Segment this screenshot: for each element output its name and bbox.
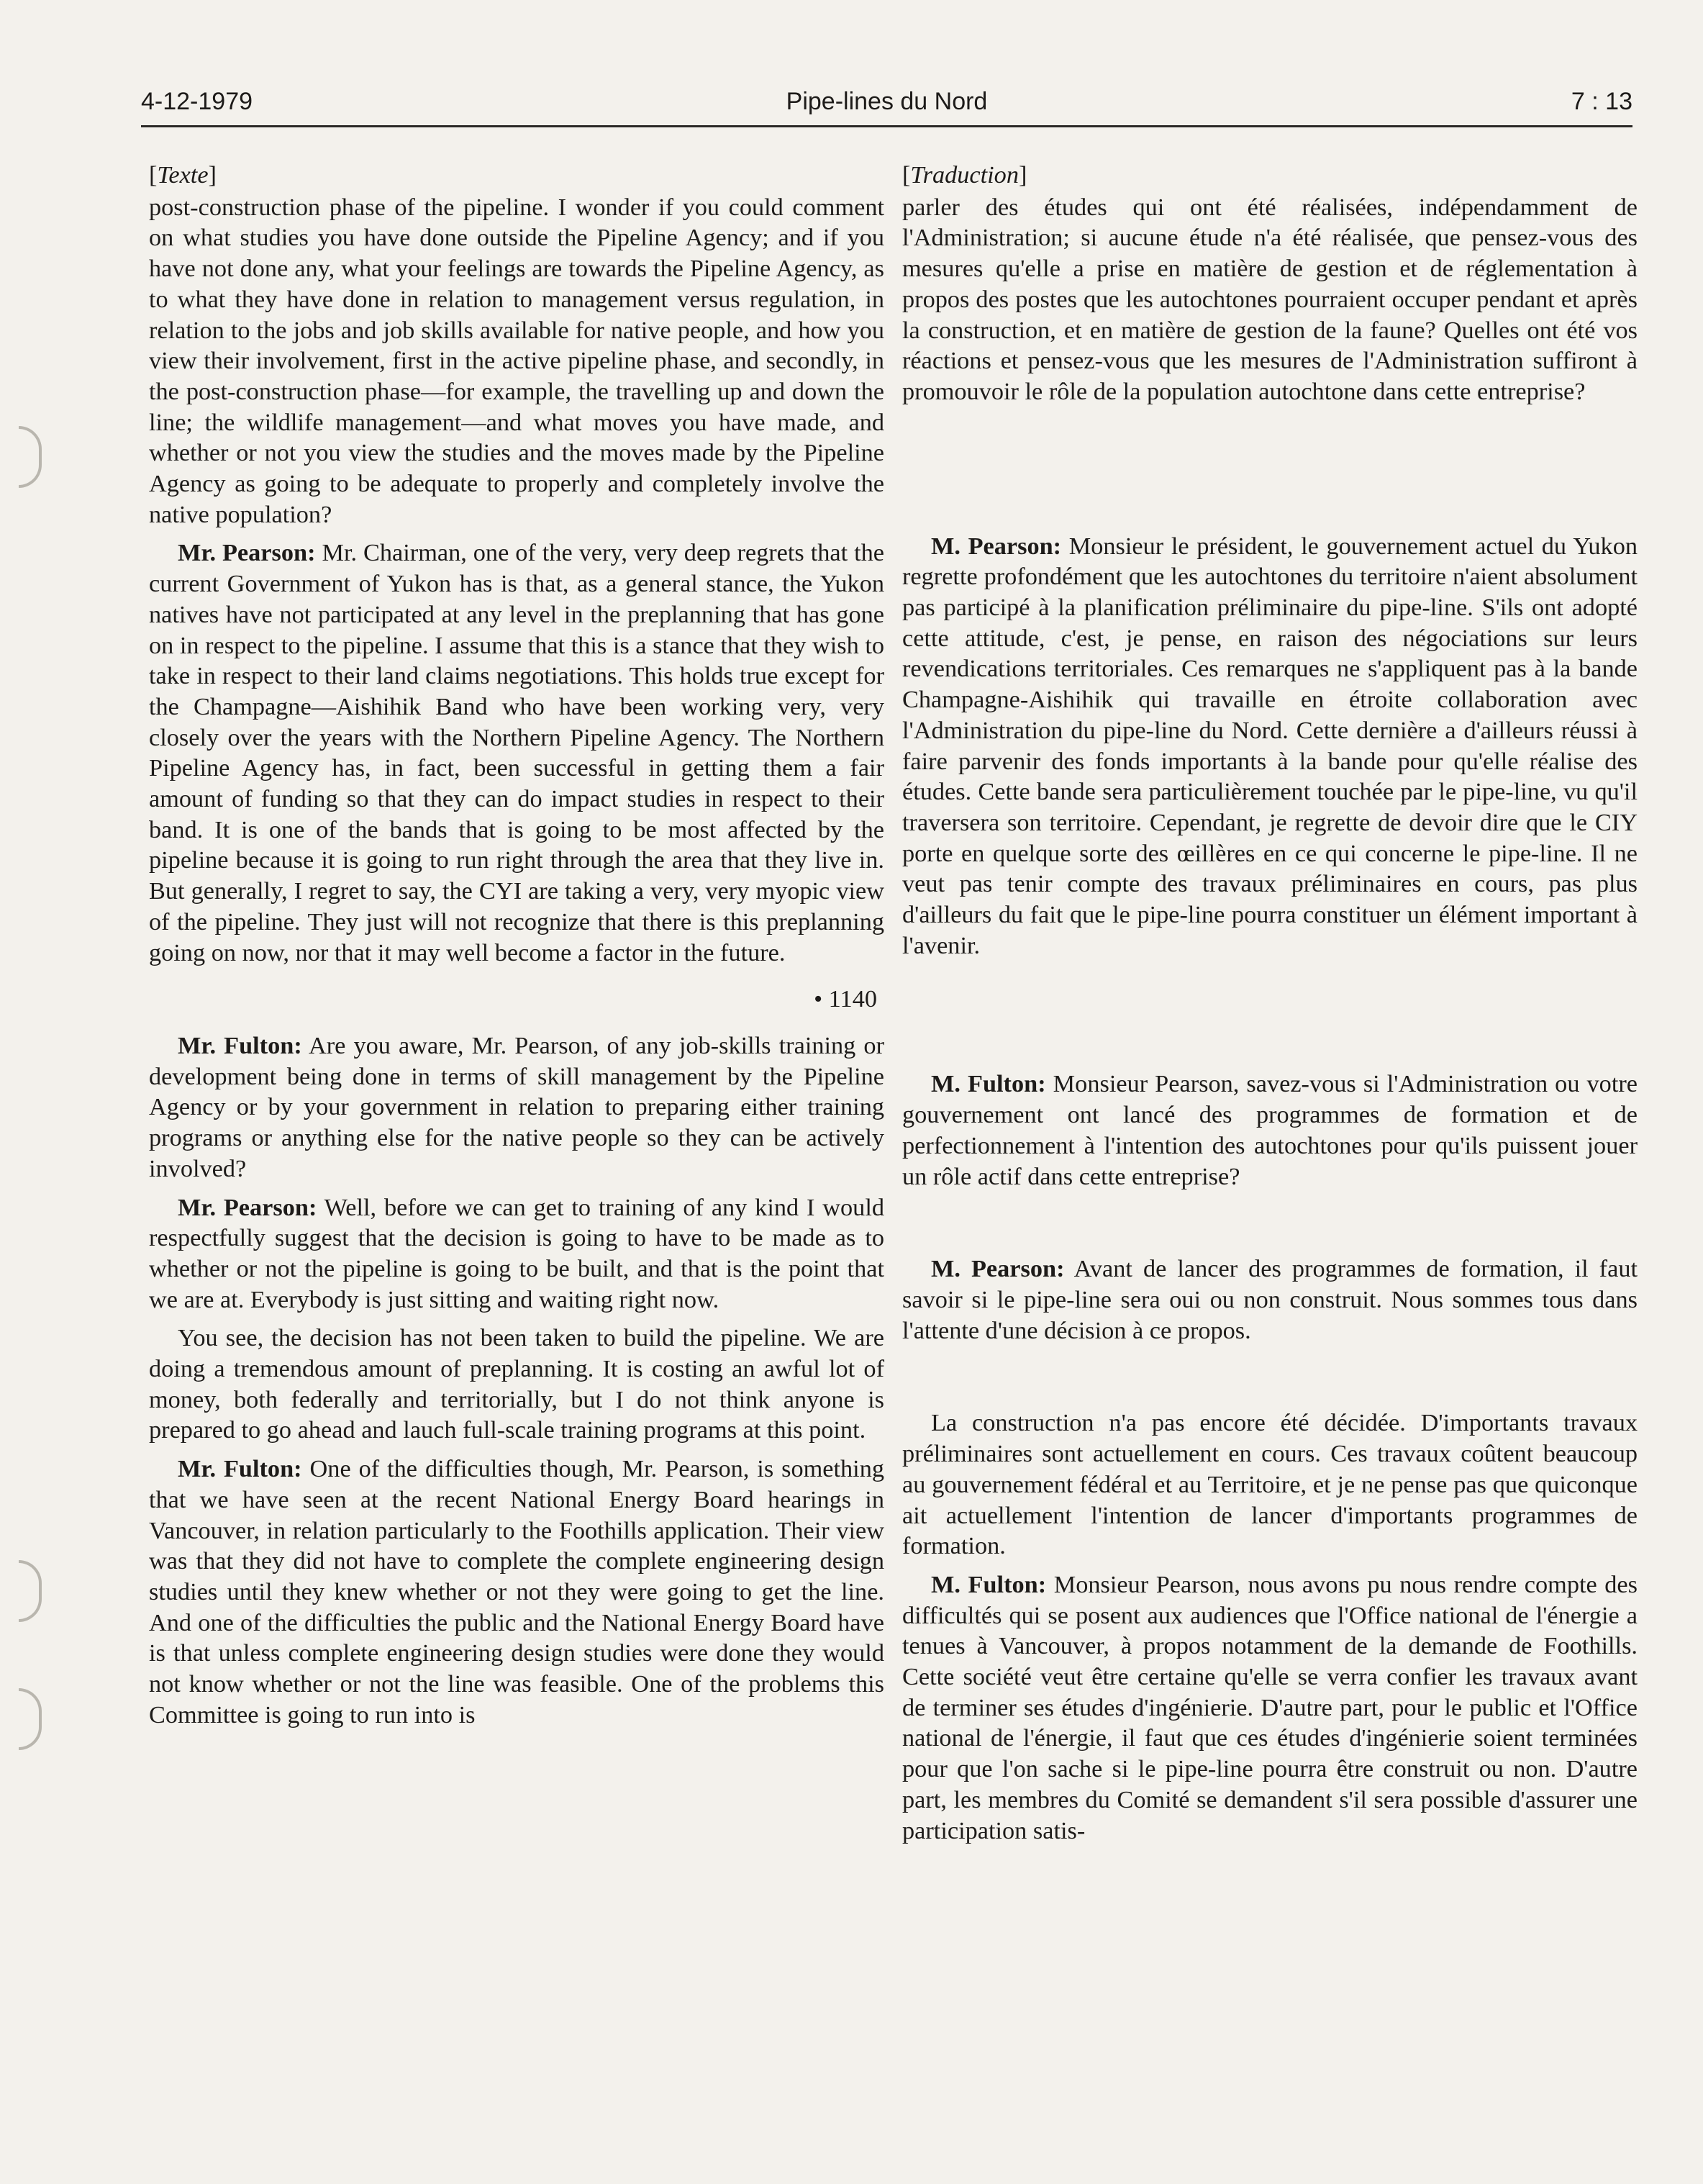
paragraph-fulton-question-2-fr: M. Fulton: Monsieur Pearson, nous avons pu nous rendre compte des difficultés qui se posent aux audiences que l'Office national de l'énergie a tenues à Vancouver, à propos notamment de la demande de Foothills. Cette société veut être certaine qu'elle se verra confier les travaux avant de terminer ses études d'ingénierie. D'autre part, pour le public et l'Office national de l'énergie, il faut que ces études d'ingénierie soient terminées pour que l'on sache si le pipe-line pourra être construit ou non. D'autre part, les membres du Comité se demandent s'il sera possible d'assurer une participation satis- — [902, 1570, 1638, 1844]
paragraph-question-continued-fr: parler des études qui ont été réalisées, indépendamment de l'Administration; si aucune étude n'a été réalisée, que pensez-vous des mesures qu'elle a prise en matière de gestion et de réglementation à propos des postes que les autochtones pourraient occuper pendant et après la construction, et en matière de gestion de la faune? Quelles ont été vos réactions et pensez-vous que les mesures de l'Administration suffiront à promouvoir le rôle de la population autochtone dans cette entreprise? — [902, 193, 1638, 405]
binding-ring-decoration — [19, 1560, 42, 1622]
speaker-label: Mr. Pearson: — [178, 1193, 317, 1221]
header-date: 4-12-1979 — [141, 88, 253, 115]
paragraph-fulton-question-1: Mr. Fulton: Are you aware, Mr. Pearson, of any job-skills training or development being done in terms of skill management by the Pipeline Agency or by your government in relation to preparing either training programs or anything else for the native people so they can be actively involved? — [149, 1031, 884, 1182]
speaker-label: M. Pearson: — [931, 532, 1062, 560]
binding-ring-decoration — [19, 1688, 42, 1750]
paragraph-pearson-reply-2-cont-fr: La construction n'a pas encore été décidée. D'importants travaux préliminaires sont actuellement en cours. Ces travaux coûtent beaucoup au gouvernement fédéral et au Territoire, et je ne pense pas que quiconque ait actuellement l'intention de lancer d'importants programmes de formation. — [902, 1409, 1638, 1560]
speaker-label: M. Fulton: — [931, 1070, 1046, 1098]
text-marker: [Texte] — [149, 161, 217, 189]
header-title: Pipe-lines du Nord — [786, 88, 988, 115]
translation-marker: [Traduction] — [902, 161, 1027, 189]
french-column — [902, 160, 1638, 1846]
paragraph-pearson-reply-1-fr: M. Pearson: Monsieur le président, le gouvernement actuel du Yukon regrette profondément que les autochtones du territoire n'aient absolument pas participé à la planification préliminaire du pipe-line. S'ils ont adopté cette attitude, c'est, je pense, en raison des négociations sur leurs revendications territoriales. Ces remarques ne s'appliquent pas à la bande Champagne-Aishihik qui travaille en étroite collaboration avec l'Administration du pipe-line du Nord. Cette dernière a d'ailleurs réussi à faire parvenir des fonds importants à la bande pour qu'elle réalise des études. Cette bande sera particulièrement touchée par le pipe-line, vu qu'il traversera son territoire. Cependant, je regrette de devoir dire que le CIY porte en quelque sorte des œillères en ce qui concerne le pipe-line. Il ne veut pas tenir compte des travaux préliminaires en cours, pas plus d'ailleurs du fait que le pipe-line pourra constituer un élément important à l'avenir. — [902, 532, 1638, 959]
paragraph-pearson-reply-2-fr: M. Pearson: Avant de lancer des programmes de formation, il faut savoir si le pipe-line sera oui ou non construit. Nous sommes tous dans l'attente d'une décision à ce propos. — [902, 1255, 1638, 1344]
paragraph-pearson-reply-2: Mr. Pearson: Well, before we can get to training of any kind I would respectfully suggest that the decision is going to have to be made as to whether or not the pipeline is going to be built, and that is the point that we are at. Everybody is just sitting and waiting right now. — [149, 1193, 884, 1313]
speaker-label: M. Fulton: — [931, 1570, 1047, 1598]
paragraph-pearson-reply-2-cont: You see, the decision has not been taken to build the pipeline. We are doing a tremendous amount of preplanning. It is costing an awful lot of money, both federally and territorially, but I do not think anyone is prepared to go ahead and lauch full-scale training programs at this point. — [149, 1324, 884, 1444]
paragraph-question-continued: post-construction phase of the pipeline. I wonder if you could comment on what studies you have done outside the Pipeline Agency; and if you have not done any, what your feelings are towards the Pipeline Agency, as to what they have done in relation to management versus regulation, in relation to the jobs and job skills available for native people, and how you view their involvement, first in the active pipeline phase, and secondly, in the post-construction phase—for example, the travelling up and down the line; the wildlife management—and what moves you have made, and whether or not you view the studies and the moves made by the Pipeline Agency as going to be adequate to properly and completely involve the native population? — [149, 193, 884, 528]
paragraph-fulton-question-2: Mr. Fulton: One of the difficulties though, Mr. Pearson, is something that we have seen at the recent National Energy Board hearings in Vancouver, in relation particularly to the Foothills application. Their view was that they did not have to complete the complete engineering design studies until they knew whether or not they were going to get the line. And one of the difficulties the public and the National Energy Board have is that unless complete engineering design studies were done they would not know whether or not the line was feasible. One of the problems this Committee is going to run into is — [149, 1455, 885, 1728]
header-folio: 7 : 13 — [1571, 88, 1632, 115]
binding-ring-decoration — [19, 426, 42, 488]
speaker-label: Mr. Fulton: — [178, 1031, 302, 1059]
page-header — [141, 85, 1632, 127]
paragraph-pearson-reply-1: Mr. Pearson: Mr. Chairman, one of the very, very deep regrets that the current Government of Yukon has is that, as a general stance, the Yukon natives have not participated at any level in the preplanning that has gone on in respect to the pipeline. I assume that this is a stance that they wish to take in respect to their land claims negotiations. This holds true except for the Champagne—Aishihik Band who have been working very, very closely over the years with the Northern Pipeline Agency. The Northern Pipeline Agency has, in fact, been successful in getting them a fair amount of funding so that they can do impact studies in respect to their band. It is one of the bands that is going to be most affected by the pipeline because it is going to run right through the area that they live in. But generally, I regret to say, the CYI are taking a very, very myopic view of the pipeline. They just will not recognize that there is this preplanning going on now, nor that it may well become a factor in the future. — [149, 539, 885, 966]
speaker-label: M. Pearson: — [931, 1255, 1065, 1283]
english-column — [149, 160, 884, 1730]
paragraph-fulton-question-1-fr: M. Fulton: Monsieur Pearson, savez-vous si l'Administration ou votre gouvernement ont lancé des programmes de formation et de perfectionnement à l'intention des autochtones pour qu'ils puissent jouer un rôle actif dans cette entreprise? — [902, 1070, 1638, 1190]
speaker-label: Mr. Fulton: — [178, 1455, 302, 1483]
time-stamp: • 1140 — [814, 985, 877, 1013]
speaker-label: Mr. Pearson: — [178, 539, 316, 567]
